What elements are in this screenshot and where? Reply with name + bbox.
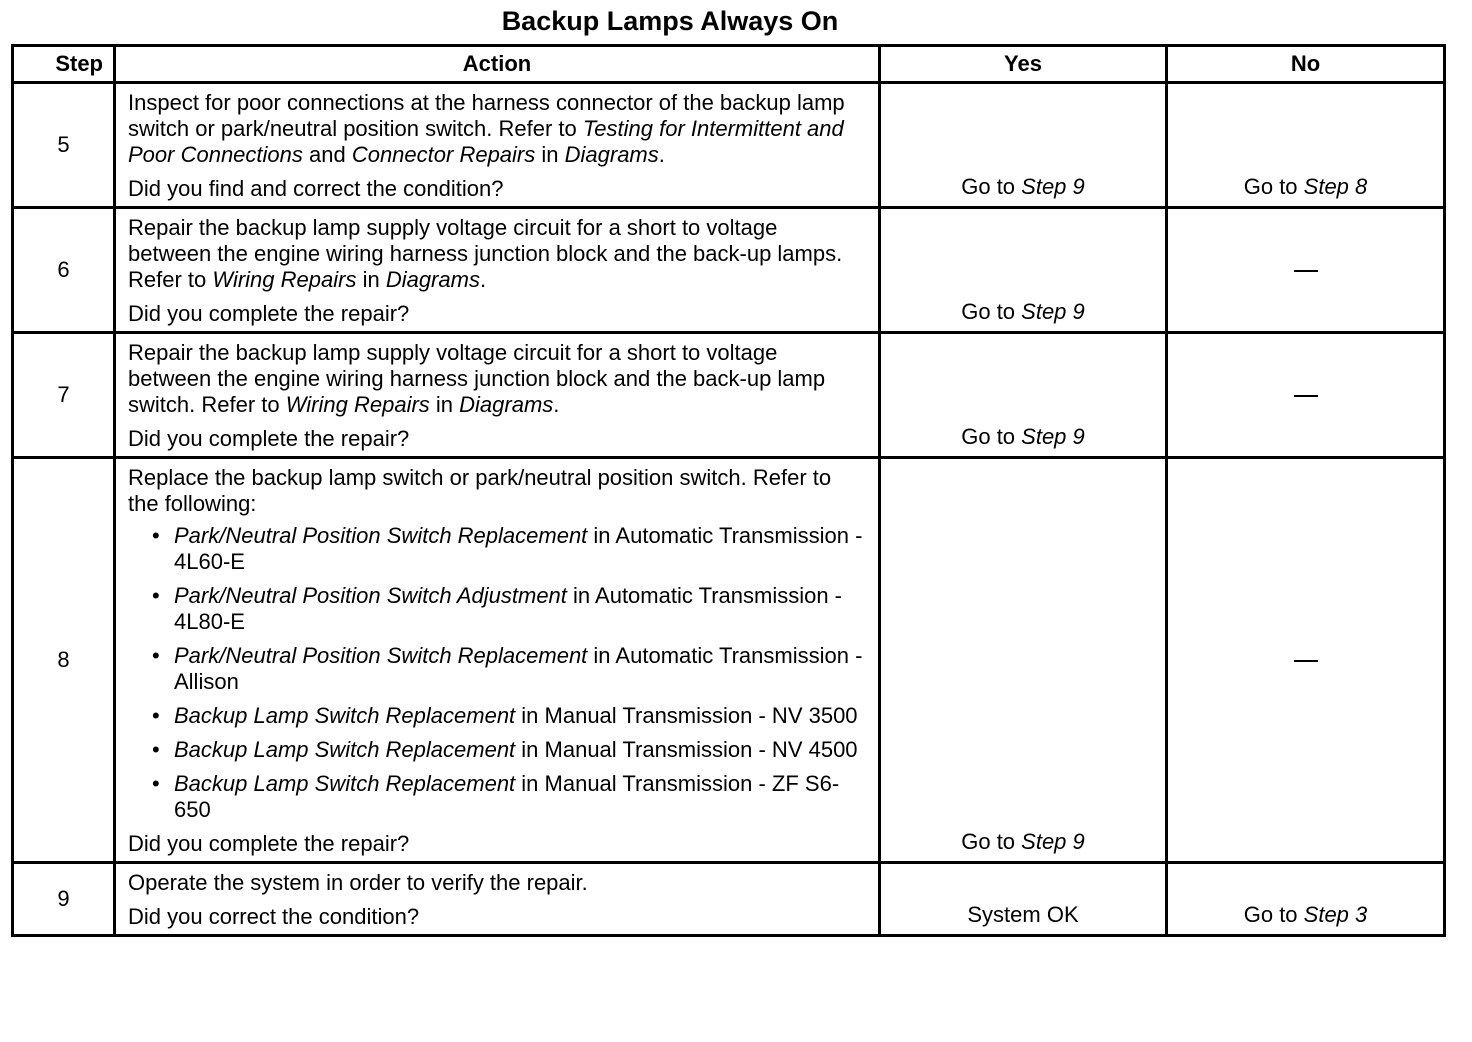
table-row <box>13 333 1445 458</box>
yes-result <box>880 458 1167 863</box>
action-instruction <box>128 90 866 168</box>
reference-list-item <box>152 523 866 575</box>
header-no: No <box>1167 46 1445 83</box>
goto-text: Go to <box>961 829 1022 854</box>
reference-link-text: Testing for Intermittent and Poor Connections <box>128 116 844 167</box>
reference-list-item <box>152 643 866 695</box>
reference-location: in Automatic Transmission - 4L80-E <box>174 583 843 634</box>
reference-list-item <box>152 703 866 729</box>
table-body <box>13 83 1445 936</box>
goto-step-ref: Step 9 <box>1021 424 1085 449</box>
reference-link-text: Diagrams <box>459 392 554 417</box>
action-cell <box>115 208 880 333</box>
action-instruction <box>128 340 866 418</box>
table-row <box>13 863 1445 936</box>
reference-location: in Automatic Transmission - 4L60-E <box>174 523 863 574</box>
action-instruction <box>128 870 866 896</box>
goto-text: Go to <box>961 424 1022 449</box>
goto-step-ref: Step 9 <box>1021 829 1085 854</box>
action-question: Did you find and correct the condition? <box>128 176 504 201</box>
action-cell <box>115 863 880 936</box>
reference-link-text: Wiring Repairs <box>285 392 430 417</box>
reference-link-text: Connector Repairs <box>351 142 536 167</box>
reference-title: Park/Neutral Position Switch Adjustment <box>174 583 567 608</box>
action-cell <box>115 458 880 863</box>
goto-text: Go to <box>961 299 1022 324</box>
reference-title: Backup Lamp Switch Replacement <box>174 703 516 728</box>
page-title: Backup Lamps Always On <box>501 6 839 36</box>
goto-step-ref: Step 3 <box>1303 902 1368 927</box>
action-text: . <box>658 142 665 167</box>
action-cell <box>115 333 880 458</box>
dash-mark <box>1294 395 1318 397</box>
reference-location: in Automatic Transmission - Allison <box>174 643 863 694</box>
table-header-row <box>13 46 1445 83</box>
reference-list-item <box>152 771 866 823</box>
header-action: Action <box>115 46 880 83</box>
reference-title: Backup Lamp Switch Replacement <box>174 737 516 762</box>
step-number: 9 <box>13 863 115 936</box>
table-row <box>13 458 1445 863</box>
reference-link-text: Diagrams <box>385 267 480 292</box>
reference-list <box>128 523 866 823</box>
reference-title: Backup Lamp Switch Replacement <box>174 771 516 796</box>
dash-mark <box>1294 270 1318 272</box>
no-result <box>1167 333 1445 458</box>
action-text: Replace the backup lamp switch or park/neutral position switch. Refer to the following: <box>128 465 832 516</box>
reference-list-item <box>152 583 866 635</box>
action-text: in <box>429 392 460 417</box>
no-result <box>1167 83 1445 208</box>
action-question: Did you correct the condition? <box>128 904 420 929</box>
diagnostic-table <box>11 44 1446 937</box>
no-result <box>1167 863 1445 936</box>
step-number: 6 <box>13 208 115 333</box>
action-text: Inspect for poor connections at the harness connector of the backup lamp switch or park/neutral position switch. Refer to <box>128 90 845 141</box>
goto-step-ref: Step 8 <box>1303 174 1368 199</box>
goto-text: Go to <box>961 174 1022 199</box>
action-text: Repair the backup lamp supply voltage circuit for a short to voltage between the engine wiring harness junction block and the back-up lamp switch. Refer to <box>128 340 826 417</box>
reference-location: in Manual Transmission - NV 3500 <box>515 703 858 728</box>
goto-step-ref: Step 9 <box>1021 299 1085 324</box>
action-text: in <box>535 142 565 167</box>
action-text: in <box>356 267 386 292</box>
yes-result <box>880 208 1167 333</box>
table-row <box>13 208 1445 333</box>
reference-location: in Manual Transmission - ZF S6-650 <box>174 771 840 822</box>
reference-list-item <box>152 737 866 763</box>
no-result <box>1167 208 1445 333</box>
goto-text: Go to <box>1243 902 1304 927</box>
action-text: Operate the system in order to verify the repair. <box>128 870 588 895</box>
reference-link-text: Diagrams <box>564 142 659 167</box>
header-yes: Yes <box>880 46 1167 83</box>
reference-title: Park/Neutral Position Switch Replacement <box>174 643 588 668</box>
action-question: Did you complete the repair? <box>128 831 410 856</box>
action-instruction <box>128 215 866 293</box>
action-text: Repair the backup lamp supply voltage circuit for a short to voltage between the engine wiring harness junction block and the back-up lamps. Refer to <box>128 215 843 292</box>
action-question: Did you complete the repair? <box>128 426 410 451</box>
action-question: Did you complete the repair? <box>128 301 410 326</box>
reference-title: Park/Neutral Position Switch Replacement <box>174 523 588 548</box>
action-instruction <box>128 465 866 517</box>
goto-text: Go to <box>1243 174 1304 199</box>
table-row <box>13 83 1445 208</box>
action-text: and <box>302 142 352 167</box>
no-result <box>1167 458 1445 863</box>
yes-result <box>880 333 1167 458</box>
goto-text: System OK <box>967 902 1079 927</box>
action-cell <box>115 83 880 208</box>
step-number: 8 <box>13 458 115 863</box>
action-text: . <box>479 267 487 292</box>
header-step: Step <box>13 46 115 83</box>
reference-location: in Manual Transmission - NV 4500 <box>515 737 858 762</box>
step-number: 7 <box>13 333 115 458</box>
goto-step-ref: Step 9 <box>1021 174 1085 199</box>
step-number: 5 <box>13 83 115 208</box>
dash-mark <box>1294 660 1318 662</box>
reference-link-text: Wiring Repairs <box>212 267 357 292</box>
yes-result <box>880 83 1167 208</box>
action-text: . <box>553 392 560 417</box>
yes-result <box>880 863 1167 936</box>
